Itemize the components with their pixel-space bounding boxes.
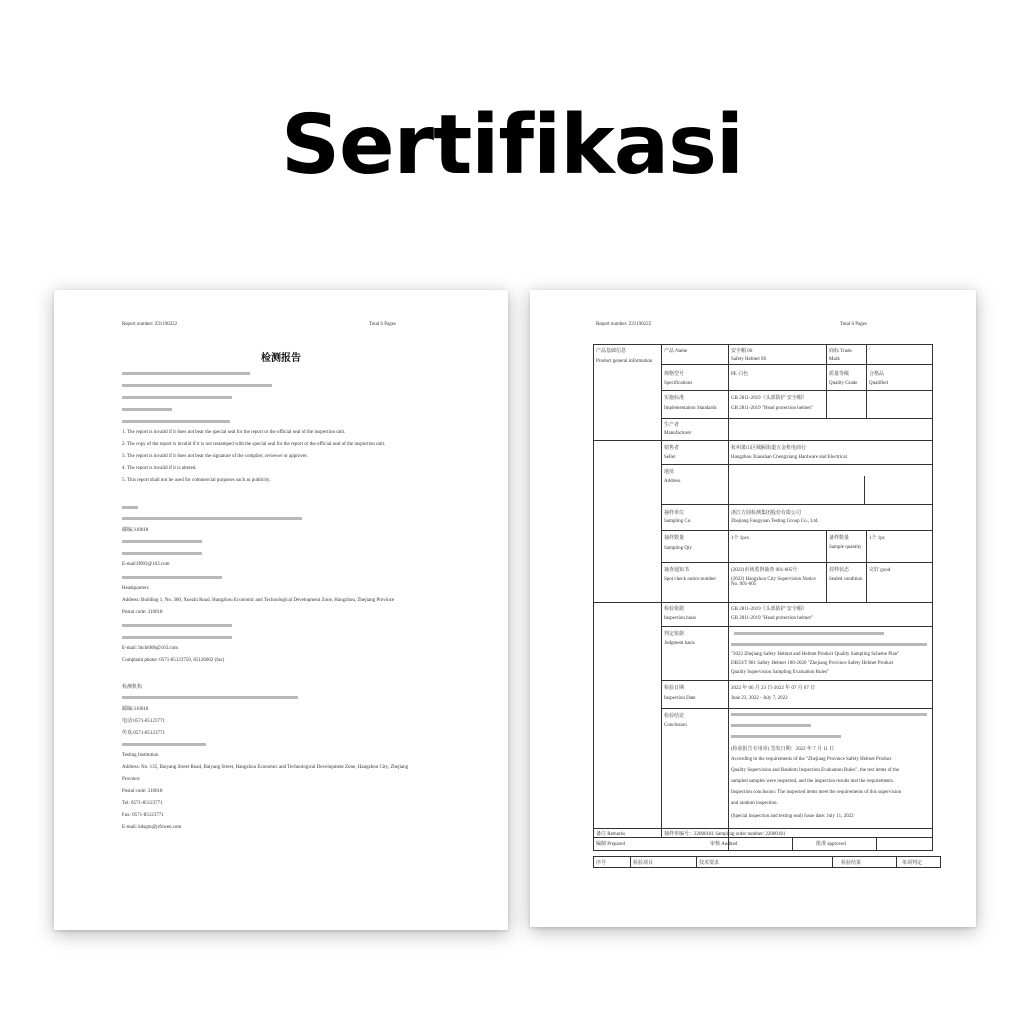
grade-label-cn: 质量等级 bbox=[829, 372, 850, 377]
notice-label-en: Spot check notice number bbox=[664, 577, 717, 582]
branch-postcode: 邮编:310018 bbox=[122, 707, 149, 712]
report-result-page bbox=[530, 290, 976, 927]
judge-value-1: "2022 Zhejiang Safety Helmet and Helmet Product Quality Sampling Scheme Plan" bbox=[731, 652, 900, 657]
conclusion-line-2: Quality Supervision and Random Inspection Evaluation Rules", the test items of the bbox=[731, 768, 900, 773]
col-requirement: 技术要求 bbox=[699, 861, 720, 866]
date-value-en: June 23, 2022 - July 7, 2022 bbox=[731, 696, 788, 701]
maker-label-cn: 生产者 bbox=[664, 423, 680, 428]
judge-value-2: DB33/T 981 Safety Helmet 100-2020 "Zhejiang Province Safety Helmet Product bbox=[731, 661, 894, 666]
note-en-1: 1. The report is invalid if it does not bear the special seal for the report or the official seal of the inspection unit. bbox=[122, 430, 346, 435]
basis-value-cn: GB 2811-2019《头部防护 安全帽》 bbox=[731, 607, 807, 612]
standard-label-en: Implementation Standards bbox=[664, 406, 717, 411]
footer-approved: 批准 approved bbox=[816, 842, 846, 847]
branch-label-en: Testing Institution bbox=[122, 753, 159, 758]
sample-qty-value: 1个 1pc bbox=[869, 536, 885, 541]
col-result: 检验结果 bbox=[841, 861, 862, 866]
brand-label-cn: 商标 Trade bbox=[829, 349, 852, 354]
judge-cn-1 bbox=[734, 632, 884, 635]
spec-value: PE 白色 bbox=[731, 372, 749, 377]
note-en-4: 4. The report is invalid if it is altered. bbox=[122, 466, 197, 471]
branch-email-en: E-mail: kdsgm@jrfzwen.com bbox=[122, 825, 182, 830]
address-label-cn: 地址 bbox=[664, 470, 675, 475]
sample-qty-label-cn: 备样数量 bbox=[829, 536, 850, 541]
judge-label-cn: 判定依据 bbox=[664, 632, 685, 637]
remarks-label: 备注 Remarks bbox=[596, 832, 626, 837]
col-item: 检验项目 bbox=[633, 861, 654, 866]
notice-label-cn: 抽查通知书 bbox=[664, 568, 690, 573]
date-value-cn: 2022 年 06 月 23 日-2022 年 07 月 07 日 bbox=[731, 686, 816, 691]
brand-value: / bbox=[869, 347, 871, 352]
seller-value-cn: 杭州萧山区城厢街道五金机电商行 bbox=[731, 446, 807, 451]
notice-value-en: (2022) Hangzhou City Supervision Notice No. 001-005 bbox=[731, 577, 816, 587]
product-info-cn: 产品基础信息 bbox=[596, 349, 627, 354]
basis-value-en: GB 2811-2019 "Head protection helmet" bbox=[731, 616, 813, 621]
note-cn-4 bbox=[122, 408, 172, 411]
maker-label-en: Manufacturer bbox=[664, 431, 692, 436]
conclusion-label-cn: 检验结论 bbox=[664, 714, 685, 719]
date-label-cn: 检验日期 bbox=[664, 686, 685, 691]
qty-label-en: Sampling Qty bbox=[664, 546, 692, 551]
report-cover-page bbox=[54, 290, 508, 930]
note-en-5: 5. This report shall not be used for commercial purposes such as publicity. bbox=[122, 478, 271, 483]
col-no: 序号 bbox=[596, 861, 607, 866]
conclusion-line-5: and random inspection. bbox=[731, 801, 778, 806]
conclusion-line-1: According to the requirements of the "Zhejiang Province Safety Helmet Product bbox=[731, 757, 892, 762]
conclusion-cn-1 bbox=[731, 713, 927, 716]
standard-value-cn: GB 2811-2019《头部防护 安全帽》 bbox=[731, 396, 807, 401]
hq-email-en: E-mail: litchi006@163.com bbox=[122, 646, 178, 651]
branch-province: Province bbox=[122, 777, 140, 782]
note-cn-5 bbox=[122, 420, 230, 423]
branch-fax: 传真:0571-85123771 bbox=[122, 731, 166, 736]
judge-label-en: Judgment basis bbox=[664, 641, 695, 646]
note-cn-3 bbox=[122, 396, 232, 399]
brand-label-en: Mark bbox=[829, 357, 840, 362]
name-value-en: Safety Helmet 0S bbox=[731, 357, 767, 362]
seller-value-en: Hangzhou Xiaoshan Chengxiang Hardware and Electrical bbox=[731, 455, 847, 460]
judge-value-3: Quality Supervision Sampling Evaluation Rules" bbox=[731, 670, 830, 675]
hq-email: E-mail:lf003@163.com bbox=[122, 562, 170, 567]
hq-fax-cn bbox=[122, 552, 202, 555]
spec-label-cn: 规格型号 bbox=[664, 372, 685, 377]
hq-fax-en bbox=[122, 636, 232, 639]
col-judgment: 单项判定 bbox=[902, 861, 923, 866]
hq-postcode-en: Postal code: 310018 bbox=[122, 610, 163, 615]
branch-fax-en: Fax: 0571-85123771 bbox=[122, 813, 164, 818]
branch-address-en: Address: No. 135, Baiyang Street Road, Baiyang Street, Hangzhou Economic and Technological Development Zone, Hangzhou City, Zhejiang bbox=[122, 765, 409, 770]
total-pages: Total 6 Pages bbox=[840, 322, 867, 327]
hq-postcode: 邮编:310018 bbox=[122, 528, 149, 533]
branch-address-cn bbox=[122, 696, 298, 699]
seal-value: 完好 good bbox=[869, 568, 891, 573]
spec-label-en: Specifications bbox=[664, 381, 693, 386]
hq-label-en: Headquarters bbox=[122, 586, 149, 591]
standard-value-en: GB 2811-2019 "Head protection helmet" bbox=[731, 406, 813, 411]
basis-label-cn: 检验依据 bbox=[664, 607, 685, 612]
report-number: Report number: ZJ1190222 bbox=[122, 322, 178, 327]
inspection-table bbox=[593, 344, 933, 851]
judge-cn-2 bbox=[731, 643, 927, 646]
note-en-2: 2. The copy of the report is invalid if it is not restamped with the special seal for the report or the official seal of the inspection unit. bbox=[122, 442, 386, 447]
hq-complaint-cn bbox=[122, 576, 222, 579]
branch-tel-en: Tel: 0571-85123771 bbox=[122, 801, 163, 806]
conclusion-sign-cn: (检验报告专用章) 签发日期：2022 年 7 月 11 日 bbox=[731, 747, 835, 752]
name-value-cn: 安全帽 0S bbox=[731, 349, 753, 354]
note-en-3: 3. The report is invalid if it does not bear the signature of the compiler, reviewer or approver. bbox=[122, 454, 308, 459]
conclusion-label-en: Conclusion bbox=[664, 723, 687, 728]
footer-audited: 审核 Audited bbox=[710, 842, 738, 847]
remarks-value: 抽样单编号：22000181 Sampling order number: 22000181 bbox=[664, 832, 786, 837]
grade-label-en: Quality Grade bbox=[829, 381, 858, 386]
basis-label-en: Inspection basis bbox=[664, 616, 697, 621]
grade-value-cn: 合格品 bbox=[869, 372, 885, 377]
hq-label-cn bbox=[122, 506, 138, 509]
report-number: Report number: ZJ1190222 bbox=[596, 322, 652, 327]
hq-complaint-en: Complaint phone: 0571-85123750, 85126002 (fax) bbox=[122, 658, 225, 663]
branch-label-cn: 检测机构 bbox=[122, 685, 143, 690]
branch-postcode-en: Postal code: 310018 bbox=[122, 789, 163, 794]
branch-phone: 电话:0571-85123771 bbox=[122, 719, 166, 724]
name-label: 产品 Name bbox=[664, 349, 688, 354]
sample-qty-label-en: Sample quantity bbox=[829, 545, 862, 550]
branch-email-cn bbox=[122, 743, 206, 746]
hq-phone-cn bbox=[122, 540, 202, 543]
conclusion-line-3: sampled samples were inspected, and the inspection results met the requirements. bbox=[731, 779, 895, 784]
seal-label-cn: 封样状态 bbox=[829, 568, 850, 573]
hq-address-en: Address: Building 1, No. 300, Xuezhi Road, Hangzhou Economic and Technological Development Zone, Hangzhou, Zhejiang Province bbox=[122, 598, 395, 603]
conclusion-line-4: Inspection conclusion: The inspected items meet the requirements of this supervision bbox=[731, 790, 902, 795]
notice-value-cn: (2022)市场监督抽查 001-005号 bbox=[731, 568, 798, 573]
report-title: 检测报告 bbox=[261, 353, 301, 364]
note-cn-2 bbox=[122, 384, 272, 387]
seller-label-cn: 销售者 bbox=[664, 446, 680, 451]
seller-label-en: Seller bbox=[664, 455, 676, 460]
conclusion-line-6: (Special inspection and testing seal) Issue date: July 11, 2022 bbox=[731, 814, 854, 819]
sampling-value-cn: 浙江方圆检测集团股份有限公司 bbox=[731, 511, 802, 516]
sampling-label-en: Sampling Co. bbox=[664, 519, 692, 524]
hq-address-cn bbox=[122, 517, 302, 520]
address-label-en: Address bbox=[664, 479, 681, 484]
footer-prepared: 编制 Prepared bbox=[596, 842, 626, 847]
note-cn-1 bbox=[122, 372, 250, 375]
hq-tel-en bbox=[122, 624, 232, 627]
conclusion-cn-3 bbox=[731, 735, 841, 738]
page-headline: Sertifikasi bbox=[281, 98, 743, 193]
total-pages: Total 6 Pages bbox=[369, 322, 396, 327]
sampling-label-cn: 抽样单位 bbox=[664, 511, 685, 516]
grade-value-en: Qualified bbox=[869, 381, 888, 386]
conclusion-cn-2 bbox=[731, 724, 811, 727]
sampling-value-en: Zhejiang Fangyuan Testing Group Co., Ltd. bbox=[731, 519, 819, 524]
qty-value: 1个 1pcs bbox=[731, 536, 749, 541]
qty-label-cn: 抽样数量 bbox=[664, 536, 685, 541]
seal-label-en: Sealed condition bbox=[829, 577, 863, 582]
standard-label-cn: 实施标准 bbox=[664, 396, 685, 401]
product-info-en: Product general information bbox=[596, 359, 653, 364]
date-label-en: Inspection Date bbox=[664, 696, 696, 701]
